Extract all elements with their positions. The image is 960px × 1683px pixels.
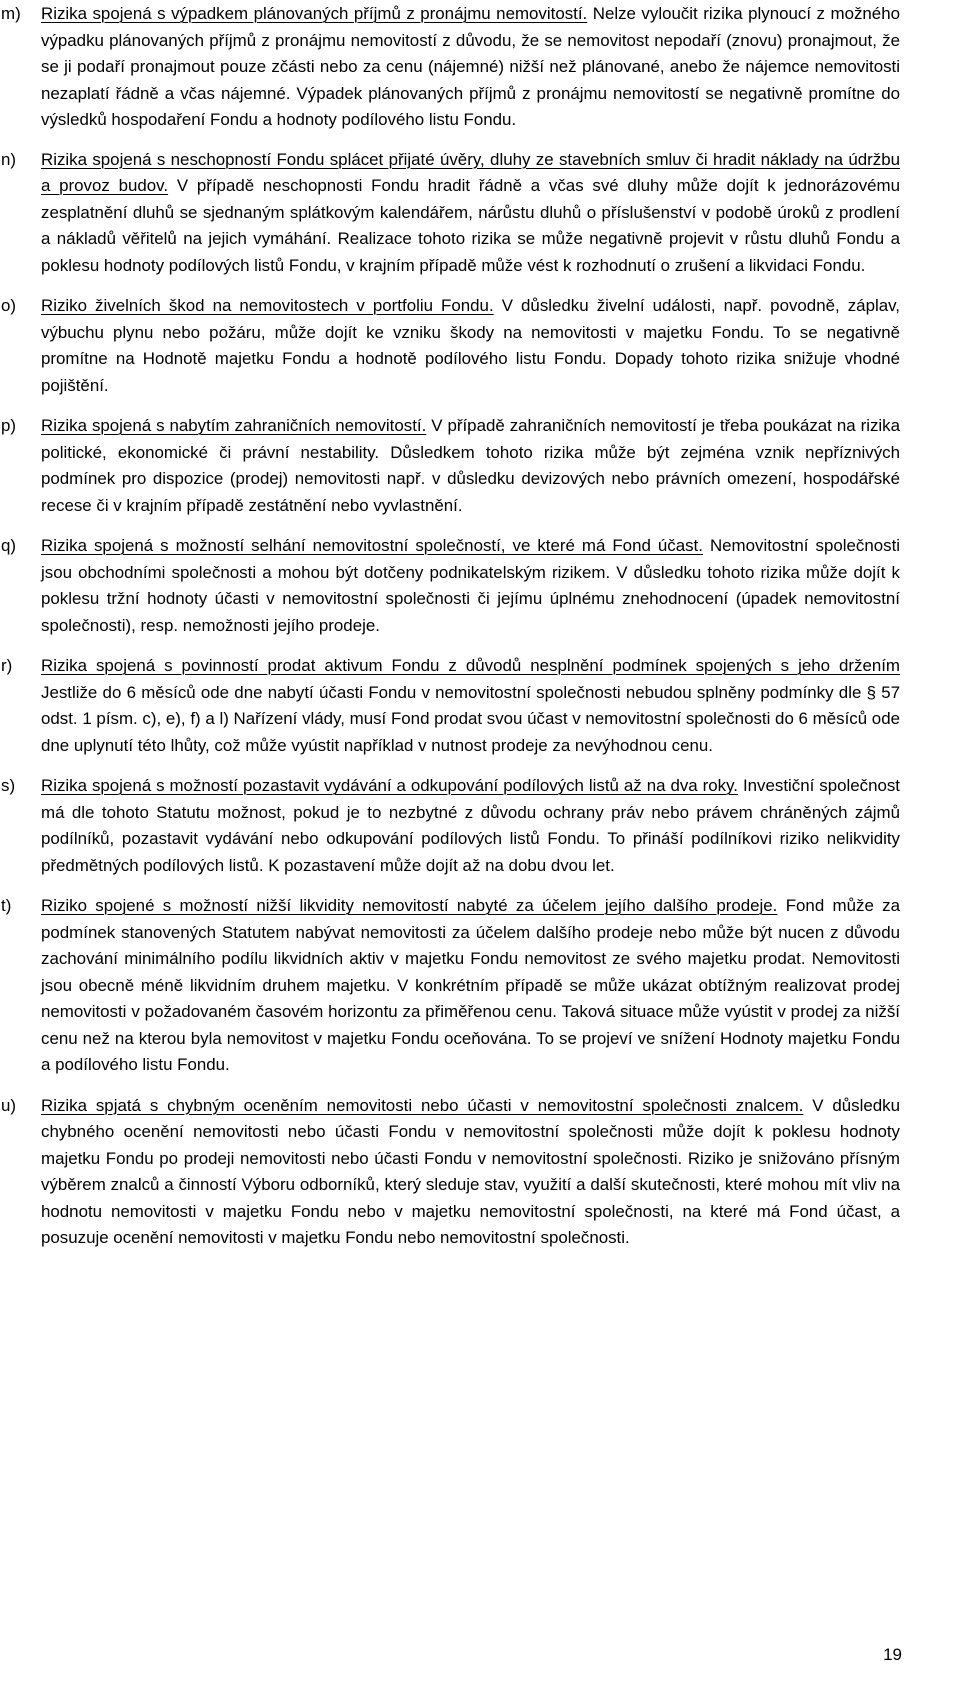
item-body: V případě neschopnosti Fondu hradit řádně a včas své dluhy může dojít k jednorázovému zesplatnění dluhů se sjednaným splátkovým kalendářem, nárůstu dluhů o příslušenství v podobě úroků z prodlení a nákladů věřitelů na jejich vymáhání. Realizace tohoto rizika se může negativně projevit v růstu dluhů Fondu a poklesu hodnoty podílových listů Fondu, v krajním případě může vést k rozhodnutí o zrušení a likvidaci Fondu. [41, 176, 900, 275]
item-body: Fond může za podmínek stanovených Statutem nabývat nemovitosti za účelem dalšího prodeje nebo může být nucen z důvodu zachování minimálního podílu likvidních aktiv v majetku Fondu nemovitost ze svého majetku prodat. Nemovitosti jsou obecně méně likvidním druhem majetku. V konkrétním případě se může ukázat obtížným realizovat prodej nemovitosti v požadovaném časovém horizontu za přiměřenou cenu. Taková situace může vyústit v prodej za nižší cenu než na kterou byla nemovitost v majetku Fondu oceňována. To se projeví ve snížení Hodnoty majetku Fondu a podílového listu Fondu. [41, 896, 900, 1074]
item-body: Investiční společnost má dle tohoto Statutu možnost, pokud je to nezbytné z důvodu ochrany práv nebo právem chráněných zájmů podílníků, pozastavit vydávání nebo odkupování podílových listů Fondu. To přináší podílníkovi riziko nelikvidity předmětných podílových listů. K pozastavení může dojít až na dobu dvou let. [41, 776, 901, 875]
item-heading: Rizika spojená s možností pozastavit vydávání a odkupování podílových listů až na dva roky. [41, 776, 738, 795]
item-letter: o) [1, 296, 17, 315]
list-item-o [0, 293, 900, 399]
item-body: V důsledku chybného ocenění nemovitosti nebo účasti Fondu v nemovitostní společnosti může dojít k poklesu hodnoty majetku Fondu po prodeji nemovitosti nebo účasti Fondu v nemovitostní společnosti. Riziko je snižováno přísným výběrem znalců a činností Výboru odborníků, který sleduje stav, využití a další skutečnosti, které mohou mít vliv na hodnotu nemovitosti v majetku Fondu nebo v majetku nemovitostní společnosti, na které má Fond účast, a posuzuje ocenění nemovitosti v majetku Fondu nebo nemovitostní společnosti. [41, 1095, 900, 1247]
item-letter: t) [1, 896, 12, 915]
item-letter: n) [1, 149, 17, 169]
list-item-t [0, 893, 900, 1079]
item-heading: Rizika spojená s neschopností Fondu splácet přijaté úvěry, dluhy ze stavebních smluv či hradit náklady na údržbu a provoz budov. [41, 149, 900, 195]
item-heading: Rizika spojená s nabytím zahraničních nemovitostí. [41, 416, 427, 435]
item-letter: s) [1, 776, 16, 795]
list-item-s [0, 773, 900, 879]
item-heading: Riziko spojené s možností nižší likvidity nemovitostí nabyté za účelem jejího dalšího prodeje. [41, 896, 778, 915]
item-letter: m) [1, 4, 21, 23]
item-body: Nemovitostní společnosti jsou obchodními společnosti a mohou být dotčeny podnikatelským rizikem. V důsledku tohoto rizika může dojít k poklesu tržní hodnoty účasti v nemovitostní společnosti či jejímu úplnému znehodnocení (úpadek nemovitostní společnosti), resp. nemožnosti jejího prodeje. [41, 536, 901, 635]
item-heading: Rizika spjatá s chybným oceněním nemovitosti nebo účasti v nemovitostní společnosti znalcem. [41, 1095, 804, 1115]
list-item-m [0, 1, 900, 134]
item-heading: Riziko živelních škod na nemovitostech v portfoliu Fondu. [41, 296, 494, 315]
item-letter: r) [1, 656, 13, 675]
item-body: Nelze vyloučit rizika plynoucí z možného výpadku plánovaných příjmů z pronájmu nemovitostí z důvodu, že se nemovitost nepodaří (znovu) pronajmout, že se ji podaří pronajmout pouze zčásti nebo za cenu (nájemné) nižší než plánované, anebo že nájemce nemovitosti nezaplatí řádně a včas nájemné. Výpadek plánovaných příjmů z pronájmu nemovitostí se negativně promítne do výsledků hospodaření Fondu a hodnoty podílového listu Fondu. [41, 4, 900, 129]
page-number: 19 [883, 1645, 902, 1664]
list-item-u [0, 1093, 900, 1252]
item-body: V důsledku živelní události, např. povodně, záplav, výbuchu plynu nebo požáru, může dojít ke vzniku škody na nemovitosti v majetku Fondu. To se negativně promítne na Hodnotě majetku Fondu a hodnotě podílového listu Fondu. Dopady tohoto rizika snižuje vhodné pojištění. [41, 296, 901, 395]
item-heading: Rizika spojená s výpadkem plánovaných příjmů z pronájmu nemovitostí. [41, 4, 588, 23]
item-heading: Rizika spojená s možností selhání nemovitostní společností, ve které má Fond účast. [41, 536, 703, 555]
item-letter: u) [1, 1095, 17, 1115]
item-letter: p) [1, 416, 17, 435]
item-heading: Rizika spojená s povinností prodat aktivum Fondu z důvodů nesplnění podmínek spojených s jeho držením [41, 656, 900, 675]
risk-list [0, 1, 900, 1252]
list-item-n [0, 147, 900, 280]
item-letter: q) [1, 536, 17, 555]
list-item-r [0, 653, 900, 759]
list-item-p [0, 413, 900, 519]
item-body: Jestliže do 6 měsíců ode dne nabytí účasti Fondu v nemovitostní společnosti nebudou splněny podmínky dle § 57 odst. 1 písm. c), e), f) a l) Nařízení vlády, musí Fond prodat svou účast v nemovitostní společnosti do 6 měsíců ode dne uplynutí této lhůty, což může vyústit například v nutnost prodeje za nevýhodnou cenu. [41, 682, 900, 755]
list-item-q [0, 533, 900, 639]
item-body: V případě zahraničních nemovitostí je třeba poukázat na rizika politické, ekonomické či právní nestability. Důsledkem tohoto rizika může být zejména vznik nepříznivých podmínek pro dispozice (prodej) nemovitosti např. v důsledku devizových nebo právních omezení, hospodářské recese či v krajním případě zestátnění nebo vyvlastnění. [41, 416, 900, 515]
